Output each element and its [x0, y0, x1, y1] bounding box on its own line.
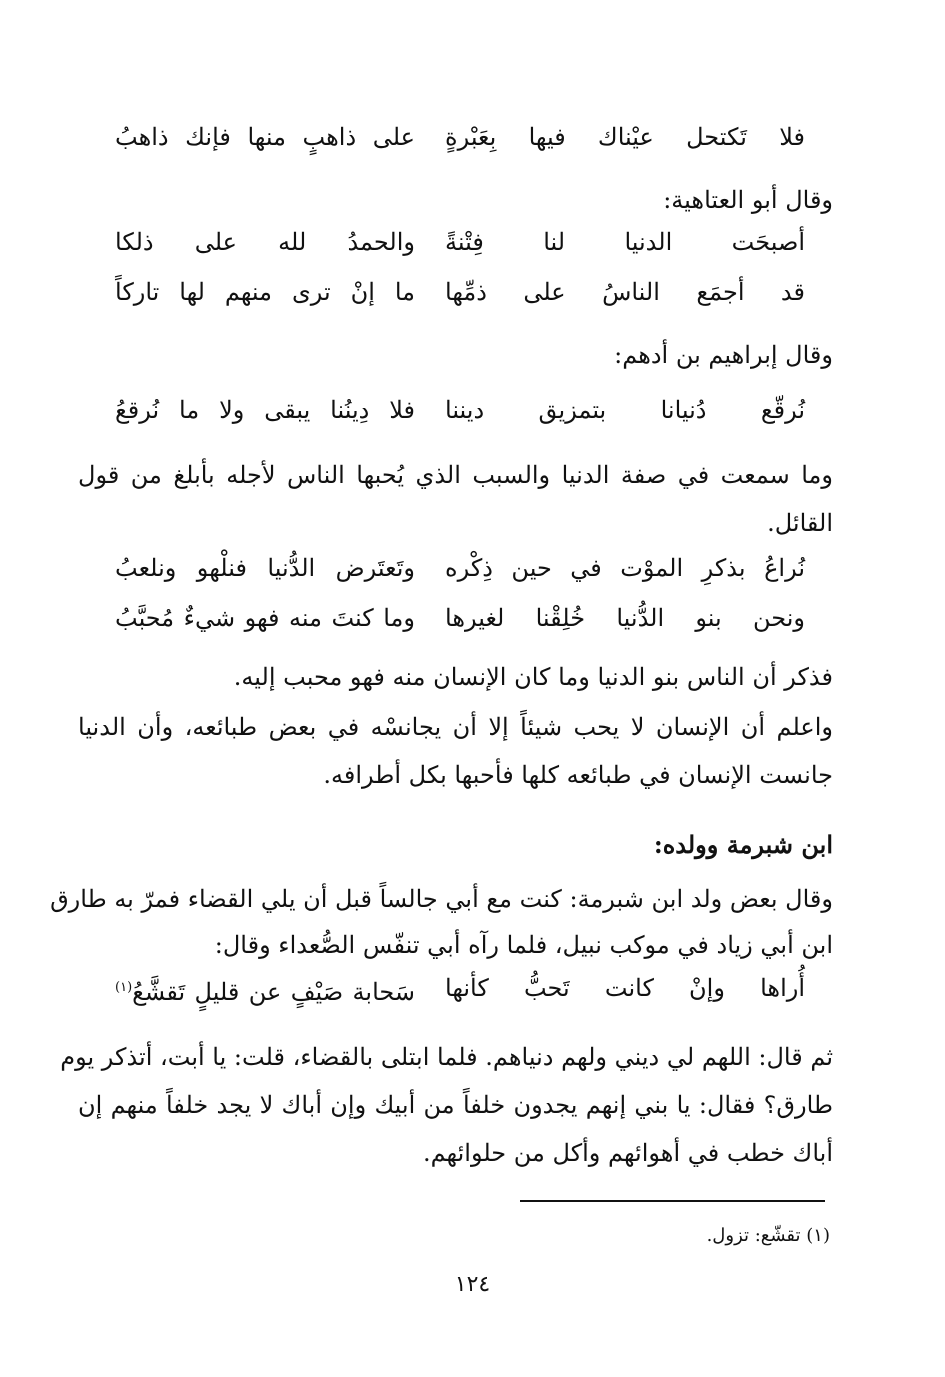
- paragraph-line: وما سمعت في صفة الدنيا والسبب الذي يُحبها الناس لأجله بأبلغ من قول: [78, 461, 833, 489]
- verse-first-hemistich: نُراعُ بذكرِ الموْت في حين ذِكْره: [445, 554, 805, 582]
- verse-second-hemistich: ما إنْ ترى منهم لها تاركاً: [115, 278, 415, 306]
- verse-second-hemistich: وتَعتَرض الدُّنيا فنلْهو ونلعبُ: [115, 554, 415, 582]
- paragraph-line: واعلم أن الإنسان لا يحب شيئاً إلا أن يجانسْه في بعض طبائعه، وأن الدنيا: [78, 713, 833, 741]
- attribution-abu-atahiya: وقال أبو العتاهية:: [663, 186, 833, 214]
- verse-first-hemistich: أصبحَت الدنيا لنا فِتْنةً: [445, 228, 805, 256]
- footnote-separator: [520, 1200, 825, 1202]
- verse-second-hemistich: فلا دِينُنا يبقى ولا ما نُرقعُ: [115, 396, 415, 424]
- paragraph-line: جانست الإنسان في طبائعه كلها فأحبها بكل أطرافه.: [323, 761, 833, 789]
- footnote-reference: (١): [115, 980, 133, 995]
- paragraph-line: القائل.: [767, 509, 833, 537]
- verse-line: [115, 548, 805, 588]
- verse-line: [115, 390, 805, 430]
- verse-second-hemistich: [115, 968, 415, 1012]
- verse-second-hemistich: على ذاهبٍ منها فإنك ذاهبُ: [115, 123, 415, 151]
- verse-first-hemistich: ونحن بنو الدُّنيا خُلِقْنا لغيرها: [445, 604, 805, 632]
- attribution-ibrahim: وقال إبراهيم بن أدهم:: [614, 341, 833, 369]
- footnote: (١) تقشّع: تزول.: [706, 1225, 830, 1246]
- verse-first-hemistich: نُرقّع دُنيانا بتمزيق ديننا: [445, 396, 805, 424]
- paragraph-line: ابن أبي زياد في موكب نبيل، فلما رآه أبي تنفّس الصُّعداء وقال:: [214, 931, 833, 959]
- paragraph-line: فذكر أن الناس بنو الدنيا وما كان الإنسان منه فهو محبب إليه.: [233, 663, 833, 691]
- paragraph-line: أباك خطب في أهوائهم وأكل من حلوائهم.: [422, 1139, 833, 1167]
- verse-first-hemistich: فلا تَكتحل عيْناك فيها بِعَبْرةٍ: [445, 123, 805, 151]
- verse-first-hemistich: أُراها وإنْ كانت تَحبُّ كأنها: [445, 974, 805, 1002]
- verse-line: [115, 598, 805, 638]
- verse-line: [115, 222, 805, 262]
- paragraph-line: وقال بعض ولد ابن شبرمة: كنت مع أبي جالساً قبل أن يلي القضاء فمرّ به طارق: [50, 885, 833, 913]
- verse-second-hemistich: والحمدُ لله على ذلكا: [115, 228, 415, 256]
- verse-second-hemistich: وما كنتَ منه فهو شيءٌ مُحبَّبُ: [115, 604, 415, 632]
- verse-first-hemistich: قد أجمَع الناسُ على ذمِّها: [445, 278, 805, 306]
- paragraph-line: طارق؟ فقال: يا بني إنهم يجدون خلفاً من أبيك وإن أباك لا يجد خلفاً منهم إن: [78, 1091, 833, 1119]
- verse-line: [115, 117, 805, 157]
- verse-line: [115, 272, 805, 312]
- paragraph-line: ثم قال: اللهم لي ديني ولهم دنياهم. فلما ابتلى بالقضاء، قلت: يا أبت، أتذكر يوم: [60, 1043, 833, 1071]
- page-number: ١٢٤: [454, 1272, 491, 1297]
- section-heading: ابن شبرمة وولده:: [653, 830, 833, 859]
- verse-text: سَحابة صَيْفٍ عن قليلٍ تَقشَّعُ: [132, 978, 415, 1006]
- verse-line: [115, 968, 805, 1008]
